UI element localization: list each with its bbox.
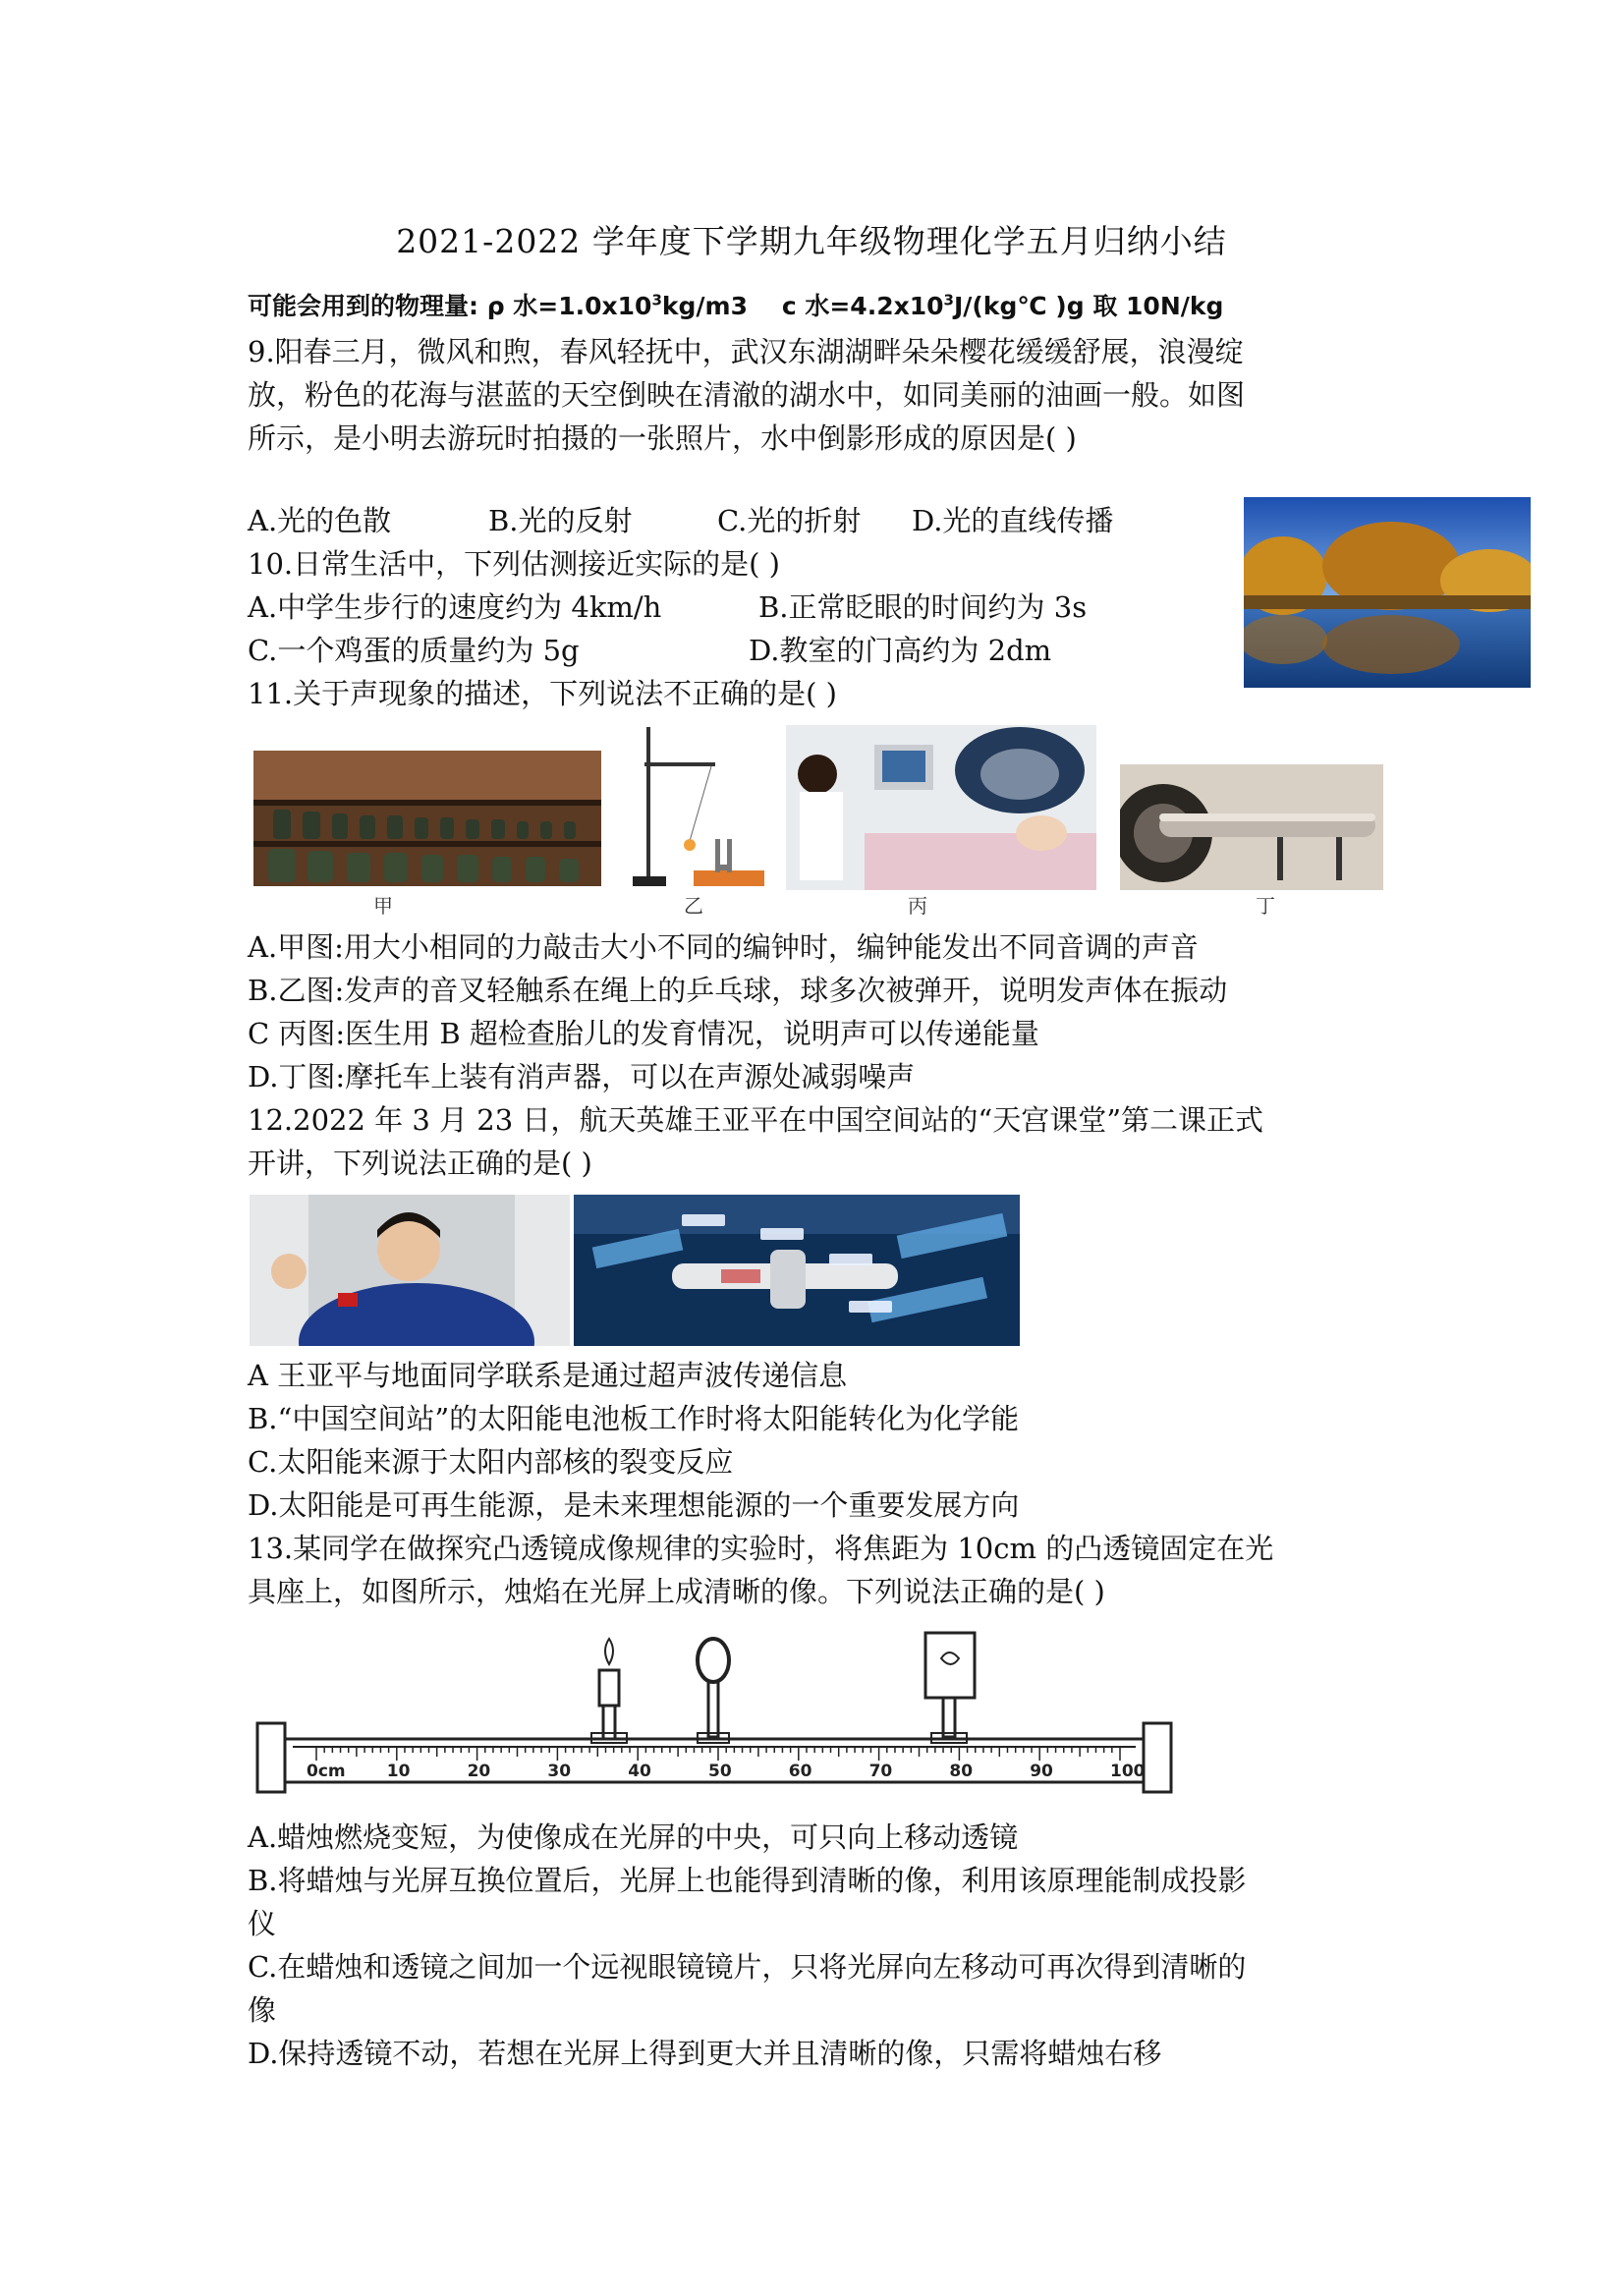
- bench-tick-label: 30: [547, 1762, 572, 1781]
- q12-line-1: 12.2022 年 3 月 23 日，航天英雄王亚平在中国空间站的“天宫课堂”第二课正式: [248, 1103, 1264, 1137]
- q13-option-b-line-2: 仪: [248, 1907, 277, 1940]
- q13-option-b-line-1: B.将蜡烛与光屏互换位置后，光屏上也能得到清晰的像，利用该原理能制成投影: [248, 1864, 1247, 1897]
- b-ultrasound-photo: [786, 725, 1096, 890]
- constants-line: [248, 287, 1223, 322]
- lake-reflection-photo: [1244, 497, 1531, 688]
- q11-stem: 11.关于声现象的描述，下列说法不正确的是( ): [248, 677, 837, 710]
- bench-tick-label: 50: [708, 1762, 732, 1781]
- exp: 3: [651, 291, 662, 309]
- q9-options: [248, 499, 1230, 542]
- unit: J/(kg℃ )g 取 10N/kg: [953, 292, 1224, 320]
- q13-option-c-line-1: C.在蜡烛和透镜之间加一个远视眼镜镜片，只将光屏向左移动可再次得到清晰的: [248, 1950, 1247, 1984]
- q13-line-1: 13.某同学在做探究凸透镜成像规律的实验时，将焦距为 10cm 的凸透镜固定在光: [248, 1532, 1274, 1565]
- page-title: 2021-2022 学年度下学期九年级物理化学五月归纳小结: [396, 222, 1227, 260]
- q12-option-a: A 王亚平与地面同学联系是通过超声波传递信息: [248, 1359, 848, 1392]
- bench-tick-label: 80: [949, 1762, 974, 1781]
- caption-bing: 丙: [908, 894, 927, 918]
- tuning-fork-apparatus: [615, 723, 780, 890]
- unit: kg/m3: [661, 292, 748, 320]
- q10-stem: 10.日常生活中，下列估测接近实际的是( ): [248, 547, 780, 581]
- q12-line-2: 开讲，下列说法正确的是( ): [248, 1147, 592, 1180]
- bench-tick-label: 60: [788, 1762, 812, 1781]
- bench-tick-label: 0cm: [307, 1762, 346, 1781]
- q10-option-d: D.教室的门高约为 2dm: [749, 634, 1052, 667]
- q9-option-d: D.光的直线传播: [912, 504, 1114, 537]
- q9-line-3: 所示，是小明去游玩时拍摄的一张照片，水中倒影形成的原因是( ): [248, 421, 1077, 455]
- motorcycle-muffler-photo: [1120, 764, 1383, 890]
- q11-option-c: C 丙图:医生用 B 超检查胎儿的发育情况，说明声可以传递能量: [248, 1017, 1039, 1050]
- exp: 3: [943, 291, 954, 309]
- constant-c: c 水=4.2x10: [781, 292, 944, 320]
- q9-line-2: 放，粉色的花海与湛蓝的天空倒映在清澈的湖水中，如同美丽的油画一般。如图: [248, 378, 1246, 412]
- q13-option-c-line-2: 像: [248, 1993, 277, 2027]
- q9-line-1: 9.阳春三月，微风和煦，春风轻抚中，武汉东湖湖畔朵朵樱花缓缓舒展，浪漫绽: [248, 335, 1244, 368]
- caption-jia: 甲: [373, 894, 393, 918]
- optical-bench-diagram: [248, 1631, 1201, 1812]
- q11-option-d: D.丁图:摩托车上装有消声器，可以在声源处减弱噪声: [248, 1060, 916, 1093]
- q12-option-d: D.太阳能是可再生能源，是未来理想能源的一个重要发展方向: [248, 1488, 1020, 1522]
- q9-option-c: C.光的折射: [717, 504, 862, 537]
- caption-yi: 乙: [684, 894, 703, 918]
- q9-option-b: B.光的反射: [488, 504, 633, 537]
- bench-tick-label: 70: [868, 1762, 893, 1781]
- q9-option-a: A.光的色散: [248, 504, 392, 537]
- q13-option-d: D.保持透镜不动，若想在光屏上得到更大并且清晰的像，只需将蜡烛右移: [248, 2037, 1162, 2070]
- q12-option-b: B.“中国空间站”的太阳能电池板工作时将太阳能转化为化学能: [248, 1402, 1020, 1435]
- q10-option-b: B.正常眨眼的时间约为 3s: [758, 590, 1088, 624]
- caption-ding: 丁: [1256, 894, 1275, 918]
- astronaut-photo: [250, 1195, 570, 1346]
- bench-tick-label: 100: [1110, 1762, 1146, 1781]
- constants-label: 可能会用到的物理量:: [248, 292, 487, 320]
- space-station-illustration: [574, 1195, 1020, 1346]
- bench-tick-label: 90: [1030, 1762, 1053, 1781]
- q11-option-a: A.甲图:用大小相同的力敲击大小不同的编钟时，编钟能发出不同音调的声音: [248, 930, 1199, 964]
- q13-option-a: A.蜡烛燃烧变短，为使像成在光屏的中央，可只向上移动透镜: [248, 1820, 1019, 1854]
- q10-option-a: A.中学生步行的速度约为 4km/h: [248, 590, 662, 624]
- q10-options-row-1: [248, 586, 1230, 629]
- q10-option-c: C.一个鸡蛋的质量约为 5g: [248, 634, 580, 667]
- q11-option-b: B.乙图:发声的音叉轻触系在绳上的乒乓球，球多次被弹开，说明发声体在振动: [248, 974, 1228, 1007]
- q12-option-c: C.太阳能来源于太阳内部核的裂变反应: [248, 1445, 734, 1479]
- bench-tick-label: 10: [386, 1762, 411, 1781]
- bench-tick-label: 20: [467, 1762, 491, 1781]
- bianzhong-bells-photo: [253, 751, 601, 886]
- bench-tick-label: 40: [628, 1762, 651, 1781]
- q13-line-2: 具座上，如图所示，烛焰在光屏上成清晰的像。下列说法正确的是( ): [248, 1575, 1105, 1608]
- q10-options-row-2: [248, 629, 1230, 672]
- constant-rho: ρ 水=1.0x10: [486, 292, 652, 320]
